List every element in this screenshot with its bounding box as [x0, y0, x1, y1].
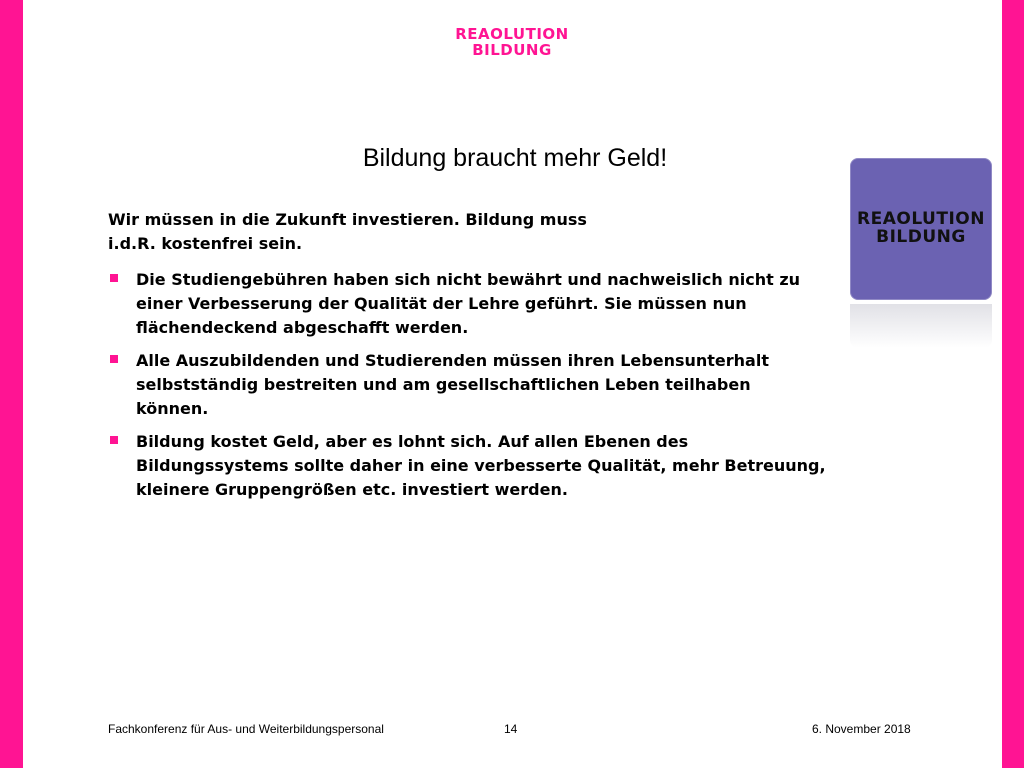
- bullet-item: [108, 430, 828, 502]
- square-bullet-icon: [110, 355, 118, 363]
- right-accent-bar: [1002, 0, 1024, 768]
- logo-box-wordmark: [850, 210, 992, 246]
- footer-event: Fachkonferenz für Aus- und Weiterbildungspersonal: [108, 722, 384, 736]
- square-bullet-icon: [110, 436, 118, 444]
- footer-date: 6. November 2018: [812, 722, 911, 736]
- slide-title: Bildung braucht mehr Geld!: [362, 144, 668, 172]
- left-accent-bar: [0, 0, 23, 768]
- logo-box-line1: REAOLUTION: [857, 209, 985, 229]
- intro-line-2: i.d.R. kostenfrei sein.: [108, 234, 303, 253]
- logo-box-line2: BILDUNG: [876, 227, 966, 247]
- bullet-text: Bildung kostet Geld, aber es lohnt sich. Auf allen Ebenen des Bildungssystems sollte daher in eine verbesserte Qualität, mehr Betreuung, kleinere Gruppengrößen etc. investiert werden.: [136, 432, 826, 499]
- header-logo: [450, 26, 574, 58]
- logo-box-graphic: [850, 158, 992, 348]
- logo-box: [850, 158, 992, 300]
- intro-line-1: Wir müssen in die Zukunft investieren. Bildung muss: [108, 210, 587, 229]
- intro-text: [108, 208, 708, 256]
- logo-box-reflection: [850, 304, 992, 348]
- header-logo-line1: REAOLUTION: [455, 25, 569, 43]
- square-bullet-icon: [110, 274, 118, 282]
- bullet-list: [108, 268, 828, 511]
- bullet-text: Die Studiengebühren haben sich nicht bewährt und nachweislich nicht zu einer Verbesserung der Qualität der Lehre geführt. Sie müssen nun flächendeckend abgeschafft werden.: [136, 270, 801, 337]
- footer-page-number: 14: [504, 722, 518, 736]
- header-logo-line2: BILDUNG: [472, 41, 552, 59]
- bullet-item: [108, 349, 828, 421]
- bullet-text: Alle Auszubildenden und Studierenden müssen ihren Lebensunterhalt selbstständig bestreiten und am gesellschaftlichen Leben teilhaben können.: [136, 351, 769, 418]
- bullet-item: [108, 268, 828, 340]
